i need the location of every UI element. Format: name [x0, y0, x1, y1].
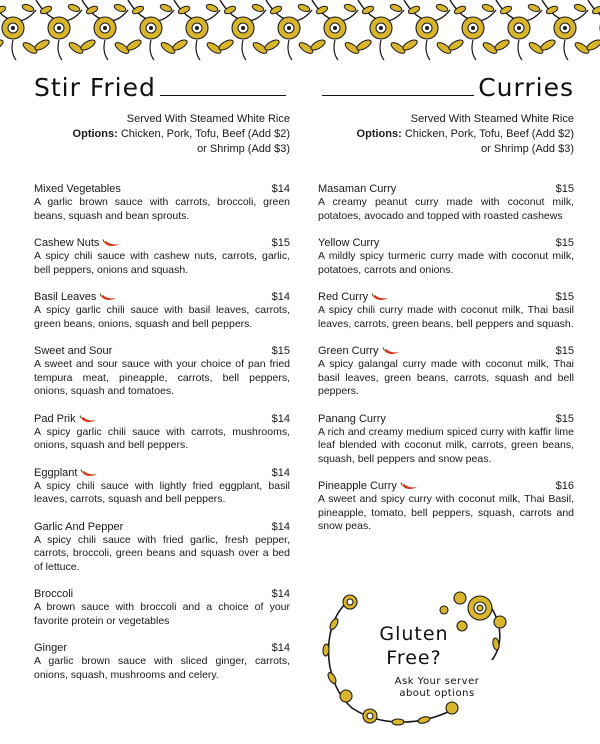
menu-item-name-wrap [318, 479, 418, 493]
menu-item-description: A mildly spicy turmeric curry made with coconut milk, potatoes, carrots and onions. [318, 250, 574, 276]
menu-item-header [34, 641, 290, 655]
menu-item-description: A brown sauce with broccoli and a choice of your favorite protein or vegetables [34, 601, 290, 627]
menu-item-description: A spicy garlic chili sauce with basil leaves, carrots, green beans, onions, squash and bell peppers. [34, 304, 290, 330]
floral-pattern-icon [0, 0, 600, 62]
menu-item-name-wrap [34, 182, 121, 196]
menu-item-name: Pad Prik [34, 412, 76, 425]
section-rule [160, 95, 286, 96]
options-line1: Chicken, Pork, Tofu, Beef (Add $2) [120, 128, 290, 140]
menu-item [34, 587, 290, 628]
menu-item-header [34, 344, 290, 358]
menu-item-price: $16 [555, 480, 574, 492]
menu-item-description: A spicy garlic chili sauce with carrots, mushrooms, onions, squash and bell peppers. [34, 425, 290, 451]
menu-item-price: $15 [555, 412, 574, 425]
menu-item-description: A spicy chili sauce with cashew nuts, carrots, garlic, bell peppers, onions and squash. [34, 250, 290, 276]
menu-item-name-wrap [318, 236, 379, 250]
menu-item-price: $14 [271, 291, 290, 303]
curries-items [318, 182, 574, 534]
chili-pepper-icon [80, 469, 98, 477]
menu-item-price: $14 [271, 588, 290, 600]
floral-banner [0, 0, 600, 62]
menu-item-price: $14 [271, 412, 290, 425]
chili-pepper-icon [382, 347, 400, 355]
menu-item-name: Broccoli [34, 588, 74, 600]
gluten-free-title-line2: Free? [386, 647, 442, 669]
menu-item-price: $15 [555, 237, 574, 249]
menu-item-name: Mixed Vegetables [34, 183, 121, 195]
chili-pepper-icon [400, 482, 418, 490]
curries-title: Curries [478, 73, 574, 102]
curries-header [318, 70, 574, 100]
menu-item-name: Garlic And Pepper [34, 520, 124, 533]
menu-item [34, 182, 290, 223]
menu-item [318, 344, 574, 399]
menu-item-header [34, 182, 290, 196]
menu-item-price: $14 [271, 466, 290, 479]
gluten-free-note-line2: about options [399, 688, 475, 699]
menu-item-description: A spicy chili curry made with coconut milk, Thai basil leaves, carrots, green beans, bell peppers and squash. [318, 304, 574, 330]
chili-pepper-icon [79, 415, 97, 423]
menu-item-name-wrap [34, 344, 112, 358]
menu-item-name-wrap [34, 587, 73, 601]
menu-item-description: A rich and creamy medium spiced curry with kaffir lime leaf blended with coconut milk, carrots, green beans, squash, bell peppers and snow peas. [318, 425, 574, 465]
stir-fried-served-note: Served With Steamed White Rice [126, 113, 290, 125]
menu-item-header [318, 182, 574, 196]
menu-item [318, 290, 574, 331]
curries-options [318, 127, 574, 142]
menu-item-name: Cashew Nuts [34, 237, 100, 249]
curries-section [318, 70, 574, 547]
options-line1: Chicken, Pork, Tofu, Beef (Add $2) [404, 128, 574, 140]
menu-item-name-wrap [34, 412, 97, 426]
menu-item-description: A garlic brown sauce with sliced ginger, carrots, onions, squash, mushrooms and celery. [34, 655, 290, 681]
menu-item-price: $15 [555, 183, 574, 195]
menu-item-name-wrap [34, 290, 117, 304]
menu-item-header [34, 290, 290, 304]
menu-item [318, 182, 574, 223]
menu-item-description: A spicy chili sauce with lightly fried eggplant, basil leaves, carrots, squash and bell peppers. [34, 479, 290, 505]
menu-item-name: Ginger [34, 642, 68, 654]
menu-item-description: A garlic brown sauce with carrots, broccoli, green beans, squash and bean sprouts. [34, 196, 290, 222]
menu-item-name: Pineapple Curry [318, 480, 397, 492]
menu-item-name-wrap [318, 182, 396, 196]
menu-item-header [318, 479, 574, 493]
menu-item-price: $15 [555, 345, 574, 357]
menu-item [34, 290, 290, 331]
menu-item-name: Green Curry [318, 345, 379, 357]
menu-item-price: $15 [271, 345, 290, 357]
menu-item-name: Panang Curry [318, 412, 386, 425]
menu-item-name-wrap [34, 236, 120, 250]
menu-item-name-wrap [318, 412, 386, 426]
menu-item-header [318, 236, 574, 250]
menu-item-description: A spicy galangal curry made with coconut milk, Thai basil leaves, green beans, carrots, squash and bell peppers. [318, 358, 574, 397]
stir-fried-section [34, 70, 290, 695]
menu-item-price: $15 [555, 291, 574, 303]
menu-item-name-wrap [318, 290, 389, 304]
stir-fried-items [34, 182, 290, 682]
menu-item-price: $15 [271, 237, 290, 249]
menu-item [318, 236, 574, 277]
menu-item-name: Basil Leaves [34, 291, 97, 303]
menu-item [318, 479, 574, 534]
chili-pepper-icon [102, 239, 120, 247]
menu-item-header [34, 412, 290, 426]
menu-item-description: A spicy chili sauce with fried garlic, fresh pepper, carrots, broccoli, green beans and squash over a bed of lettuce. [34, 533, 290, 573]
chili-pepper-icon [99, 293, 117, 301]
menu-item [34, 641, 290, 682]
stir-fried-options-line2: or Shrimp (Add $3) [197, 143, 290, 155]
chili-pepper-icon [371, 293, 389, 301]
options-label: Options: [72, 128, 118, 140]
options-label: Options: [356, 128, 402, 140]
gluten-free-badge [312, 580, 512, 730]
menu-item-name: Eggplant [34, 466, 78, 479]
menu-item [34, 412, 290, 453]
menu-item-description: A sweet and sour sauce with your choice of pan fried tempura meat, pineapple, carrots, bell peppers, onions, squash and tomatoes. [34, 358, 290, 397]
menu-item [34, 466, 290, 507]
menu-item-description: A sweet and spicy curry with coconut milk, Thai Basil, pineapple, tomato, bell peppers, squash, carrots and snow peas. [318, 493, 574, 532]
menu-item-price: $14 [271, 183, 290, 195]
gluten-free-note [384, 676, 490, 700]
menu-item-name: Sweet and Sour [34, 345, 113, 357]
menu-item [34, 236, 290, 277]
menu-item [34, 344, 290, 399]
menu-item-description: A creamy peanut curry made with coconut milk, potatoes, avocado and topped with roasted cashews [318, 196, 574, 222]
menu-item-header [34, 236, 290, 250]
menu-item-header [34, 466, 290, 480]
menu-item-name: Masaman Curry [318, 183, 397, 195]
menu-item-name-wrap [34, 641, 67, 655]
curries-options-line2: or Shrimp (Add $3) [481, 143, 574, 155]
menu-item-header [318, 412, 574, 426]
menu-item-price: $14 [271, 520, 290, 533]
gluten-free-title [356, 622, 472, 670]
menu-item-header [318, 290, 574, 304]
menu-item-header [318, 344, 574, 358]
curries-served-note: Served With Steamed White Rice [410, 113, 574, 125]
menu-item-header [34, 520, 290, 534]
menu-item-name-wrap [318, 344, 400, 358]
menu-item [34, 520, 290, 575]
section-rule [322, 95, 474, 96]
menu-item-name: Red Curry [318, 291, 369, 303]
gluten-free-title-line1: Gluten [379, 623, 449, 645]
stir-fried-title: Stir Fried [34, 73, 156, 102]
menu-item-name: Yellow Curry [318, 237, 380, 249]
menu-item-name-wrap [34, 520, 123, 534]
menu-item-name-wrap [34, 466, 98, 480]
gluten-free-note-line1: Ask Your server [394, 676, 480, 687]
menu-item [318, 412, 574, 467]
menu-item-header [34, 587, 290, 601]
stir-fried-header [34, 70, 290, 100]
stir-fried-options [34, 127, 290, 142]
menu-item-price: $14 [271, 642, 290, 654]
